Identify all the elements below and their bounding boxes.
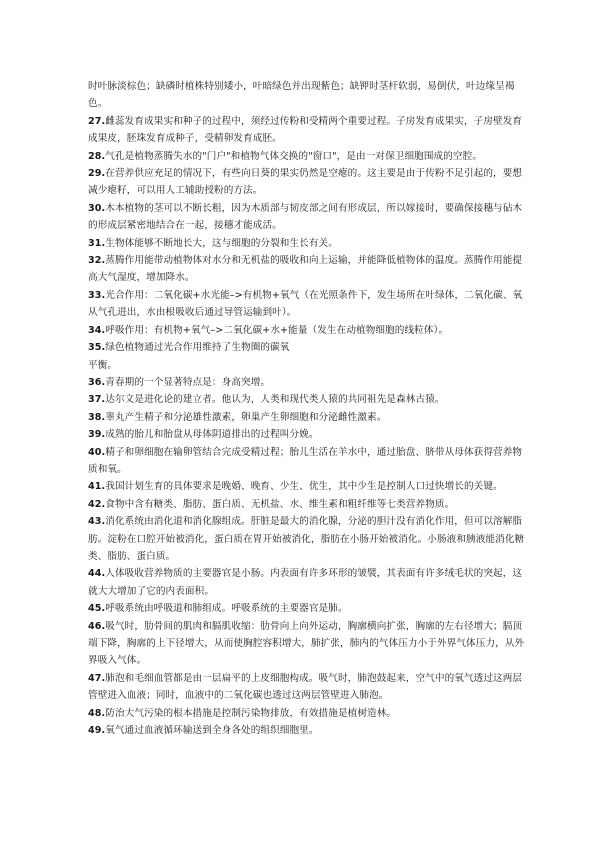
paragraph-30: 30.木本植物的茎可以不断长粗，因为木质部与韧皮部之间有形成层，所以嫁接时，要确保接穗与砧木的形成层紧密地结合在一起，接穗才能成活。: [88, 202, 523, 232]
paragraph-0: 时叶脉淡棕色；缺磷时植株特别矮小，叶暗绿色并出现紫色；缺钾时茎杆软弱，易倒伏，叶边缘呈褐色。: [88, 81, 515, 110]
paragraph-33: 33.光合作用：二氧化碳+水光能–>有机物+氧气（在光照条件下，发生场所在叶绿体，二氧化碳、氧从气孔进出，水由根吸收后通过导管运输到叶）。: [88, 289, 523, 319]
paragraph-31: 31.生物体能够不断地长大，这与细胞的分裂和生长有关。: [88, 237, 338, 249]
paragraph-43: 43.消化系统由消化道和消化腺组成。肝脏是最大的消化腺，分泌的胆汁没有消化作用，但可以溶解脂肪。淀粉在口腔开始被消化，蛋白质在胃开始被消化，脂肪在小肠开始被消化。小肠液和胰液能消化糖类、脂肪、蛋白质。: [88, 516, 525, 562]
paragraph-40: 40.精子和卵细胞在输卵管结合完成受精过程；胎儿生活在羊水中，通过胎盘、脐带从母体获得营养物质和氧。: [88, 446, 523, 475]
paragraph-35: 35.绿色植物通过光合作用维持了生物圈的碳氧: [88, 342, 290, 354]
paragraph-44: 44.人体吸收营养物质的主要器官是小肠。内表面有许多环形的皱襞，其表面有许多绒毛状的突起，这就大大增加了它的内表面积。: [88, 568, 523, 597]
paragraph-34: 34.呼吸作用：有机物+氧气–>二氧化碳+水+能量（发生在动植物细胞的线粒体）。: [88, 324, 449, 336]
paragraph-49: 49.氧气通过血液循环输送到全身各处的组织细胞里。: [88, 725, 319, 737]
paragraph-46: 46.吸气时，肋骨间的肌肉和膈肌收缩：肋骨向上向外运动，胸廓横向扩张，胸廓的左右径增大；膈顶端下降，胸廓的上下径增大，从而使胸腔容积增大，肺扩张，肺内的气体压力小于外界气体压力，从外界吸入气体。: [88, 620, 525, 667]
paragraph-47: 47.肺泡和毛细血管都是由一层扁平的上皮细胞构成。吸气时，肺泡鼓起来，空气中的氧气透过这两层管壁进入血液；同时，血液中的二氧化碳也透过这两层管壁进入肺泡。: [88, 672, 523, 702]
paragraph-28: 28.气孔是植物蒸腾失水的"门户"和植物气体交换的"窗口"，是由一对保卫细胞围成的空腔。: [88, 150, 483, 162]
paragraph-38: 38.睾丸产生精子和分泌雄性激素，卵巢产生卵细胞和分泌雌性激素。: [88, 411, 387, 423]
paragraph-37: 37.达尔文是进化论的建立者。他认为，人类和现代类人猿的共同祖先是森林古猿。: [88, 394, 445, 406]
paragraph-36: 36.青春期的一个显著特点是：身高突增。: [88, 376, 271, 388]
paragraph-42: 42.食物中含有糖类、脂肪、蛋白质、无机盐、水、维生素和粗纤维等七类营养物质。: [88, 498, 455, 510]
document-body: [88, 78, 530, 739]
paragraph-39: 39.成熟的胎儿和胎盘从母体阴道排出的过程叫分娩。: [88, 429, 319, 441]
paragraph-27: 27.雌蕊发育成果实和种子的过程中，须经过传粉和受精两个重要过程。子房发育成果实，子房壁发育成果皮，胚珠发育成种子，受精卵发育成胚。: [88, 115, 523, 145]
paragraph-29: 29.在营养供应充足的情况下，有些向日葵的果实仍然是空瘪的。这主要是由于传粉不足引起的，要想减少瘪籽，可以用人工辅助授粉的方法。: [88, 168, 523, 197]
paragraph-45: 45.呼吸系统由呼吸道和肺组成。呼吸系统的主要器官是肺。: [88, 603, 348, 615]
paragraph-35-continued: 平衡。: [88, 359, 118, 371]
paragraph-48: 48.防治大气污染的根本措施是控制污染物排放，有效措施是植树造林。: [88, 707, 397, 719]
paragraph-32: 32.蒸腾作用能带动植物体对水分和无机盐的吸收和向上运输，并能降低植物体的温度。蒸腾作用能提高大气湿度，增加降水。: [88, 255, 523, 284]
paragraph-41: 41.我国计划生育的具体要求是晚婚、晚育、少生、优生，其中少生是控制人口过快增长的关键。: [88, 481, 503, 493]
